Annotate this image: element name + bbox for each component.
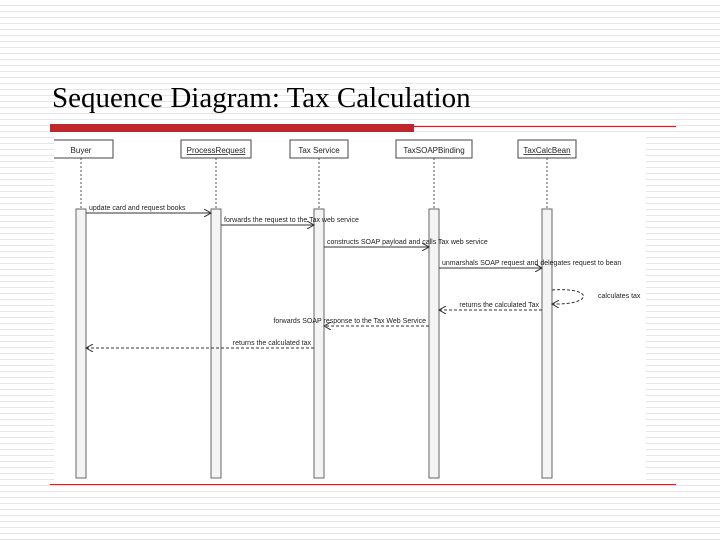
participant-label: TaxSOAPBinding	[403, 146, 465, 155]
title-accent-bar	[50, 124, 414, 132]
message-3	[324, 239, 488, 247]
activation-bar-process	[211, 209, 221, 478]
message-label: returns the calculated Tax	[459, 302, 539, 309]
message-4	[439, 260, 621, 268]
message-label: constructs SOAP payload and calls Tax web service	[327, 239, 488, 246]
message-8	[86, 340, 314, 348]
message-label: calculates tax	[598, 293, 641, 300]
message-1	[86, 205, 211, 213]
message-label: returns the calculated tax	[232, 340, 311, 347]
activation-bar-calcbean	[542, 209, 552, 478]
participant-calcbean	[518, 140, 576, 158]
participant-taxservice	[290, 140, 348, 158]
bottom-divider-line	[50, 484, 676, 485]
participant-buyer	[54, 140, 113, 158]
activation-bar-buyer	[76, 209, 86, 478]
participant-label: TaxCalcBean	[523, 146, 571, 155]
sequence-diagram-panel	[54, 134, 646, 482]
sequence-diagram	[54, 134, 646, 482]
activation-bar-soapbinding	[429, 209, 439, 478]
message-2	[221, 217, 359, 225]
participant-label: Buyer	[70, 146, 92, 155]
participant-label: ProcessRequest	[186, 146, 246, 155]
participant-process	[181, 140, 251, 158]
message-arrow	[552, 290, 584, 304]
participant-soapbinding	[396, 140, 472, 158]
message-label: update card and request books	[89, 205, 186, 212]
slide-title: Sequence Diagram: Tax Calculation	[52, 82, 471, 114]
message-label: forwards SOAP response to the Tax Web Service	[273, 318, 426, 325]
participant-label: Tax Service	[298, 146, 340, 155]
message-6	[439, 302, 542, 310]
message-label: unmarshals SOAP request and delegates request to bean	[442, 260, 622, 267]
message-7	[273, 318, 429, 326]
message-label: forwards the request to the Tax web service	[224, 217, 359, 224]
title-divider-line	[414, 126, 676, 127]
message-5	[552, 290, 641, 304]
activation-bar-taxservice	[314, 209, 324, 478]
